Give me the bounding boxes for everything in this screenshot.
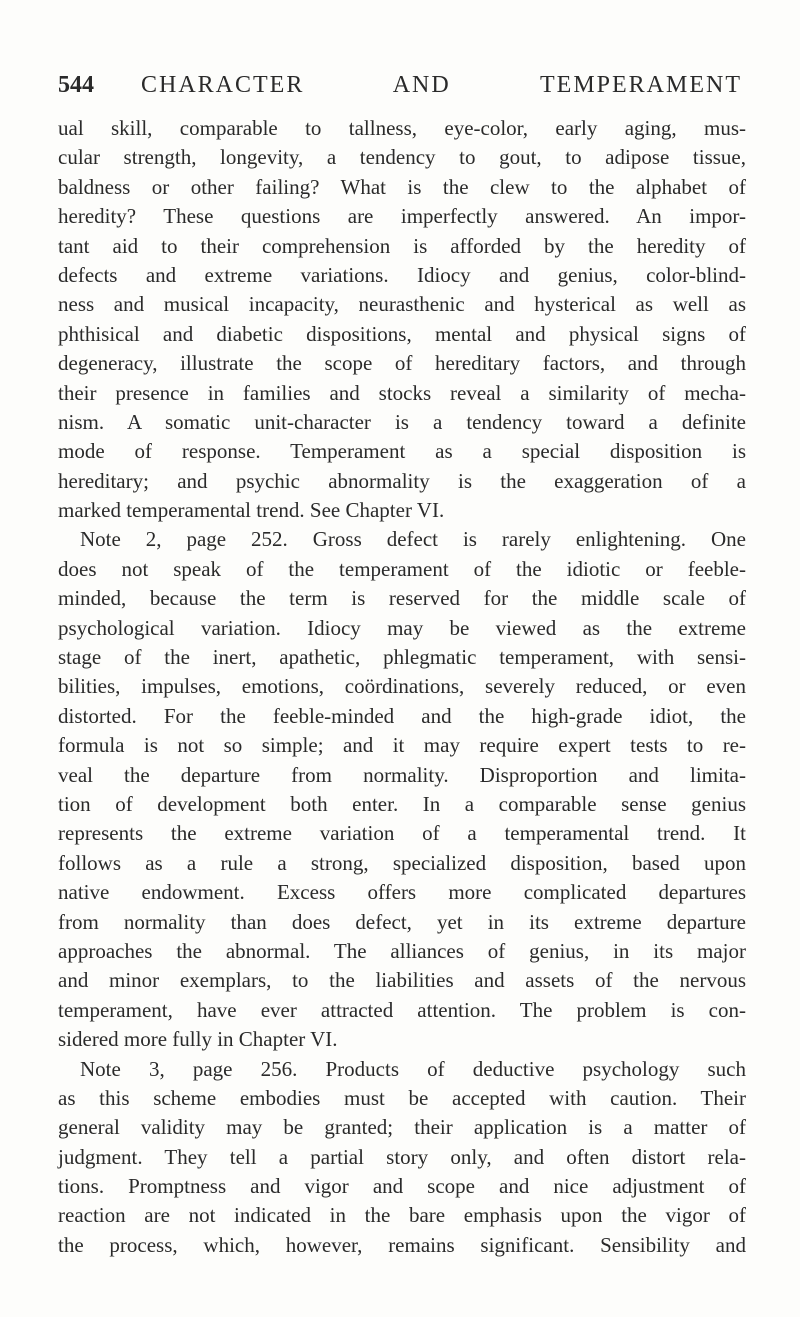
text-line: native endowment. Excess offers more complicated departures <box>58 880 746 905</box>
text-line: bilities, impulses, emotions, coördinations, severely reduced, or even <box>58 674 746 699</box>
text-line: marked temperamental trend. See Chapter VI. <box>58 498 445 523</box>
text-line: and minor exemplars, to the liabilities and assets of the nervous <box>58 968 746 993</box>
text-line: baldness or other failing? What is the clew to the alphabet of <box>58 174 746 199</box>
text-line: distorted. For the feeble-minded and the high-grade idiot, the <box>58 703 746 728</box>
text-line: judgment. They tell a partial story only, and often distort rela- <box>58 1144 746 1169</box>
text-line: tions. Promptness and vigor and scope and nice adjustment of <box>58 1174 746 1199</box>
text-line: tant aid to their comprehension is afforded by the heredity of <box>58 233 746 258</box>
text-line: the process, which, however, remains significant. Sensibility and <box>58 1232 746 1257</box>
text-line: phthisical and diabetic dispositions, mental and physical signs of <box>58 321 746 346</box>
text-line: minded, because the term is reserved for the middle scale of <box>58 586 746 611</box>
page-number: 544 <box>58 72 94 98</box>
text-line: stage of the inert, apathetic, phlegmatic temperament, with sensi- <box>58 645 746 670</box>
text-line: sidered more fully in Chapter VI. <box>58 1027 338 1052</box>
text-line: hereditary; and psychic abnormality is the exaggeration of a <box>58 468 746 493</box>
text-line: nism. A somatic unit-character is a tendency toward a definite <box>58 409 746 434</box>
text-line: represents the extreme variation of a temperamental trend. It <box>58 821 746 846</box>
text-line: cular strength, longevity, a tendency to gout, to adipose tissue, <box>58 145 746 170</box>
text-line: follows as a rule a strong, specialized disposition, based upon <box>58 850 746 875</box>
text-line: heredity? These questions are imperfectly answered. An impor- <box>58 204 746 229</box>
running-title: CHARACTER AND TEMPERAMENT <box>141 72 742 98</box>
text-line: Note 3, page 256. Products of deductive psychology such <box>80 1056 746 1081</box>
text-line: from normality than does defect, yet in its extreme departure <box>58 909 746 934</box>
text-line: Note 2, page 252. Gross defect is rarely enlightening. One <box>80 527 746 552</box>
text-line: general validity may be granted; their application is a matter of <box>58 1115 746 1140</box>
text-line: defects and extreme variations. Idiocy and genius, color-blind- <box>58 262 746 287</box>
text-line: tion of development both enter. In a comparable sense genius <box>58 791 746 816</box>
text-line: ual skill, comparable to tallness, eye-color, early aging, mus- <box>58 116 746 140</box>
text-line: approaches the abnormal. The alliances of genius, in its major <box>58 938 746 963</box>
text-line: ness and musical incapacity, neurasthenic and hysterical as well as <box>58 292 746 317</box>
text-line: formula is not so simple; and it may require expert tests to re- <box>58 733 746 758</box>
text-line: their presence in families and stocks reveal a similarity of mecha- <box>58 380 746 405</box>
text-line: psychological variation. Idiocy may be viewed as the extreme <box>58 615 746 640</box>
text-line: degeneracy, illustrate the scope of hereditary factors, and through <box>58 351 746 376</box>
text-line: veal the departure from normality. Disproportion and limita- <box>58 762 746 787</box>
body-text <box>58 114 746 1260</box>
text-line: mode of response. Temperament as a special disposition is <box>58 439 746 464</box>
text-line: temperament, have ever attracted attention. The problem is con- <box>58 997 746 1022</box>
text-line: does not speak of the temperament of the idiotic or feeble- <box>58 556 746 581</box>
text-line: reaction are not indicated in the bare emphasis upon the vigor of <box>58 1203 746 1228</box>
text-line: as this scheme embodies must be accepted with caution. Their <box>58 1085 746 1110</box>
